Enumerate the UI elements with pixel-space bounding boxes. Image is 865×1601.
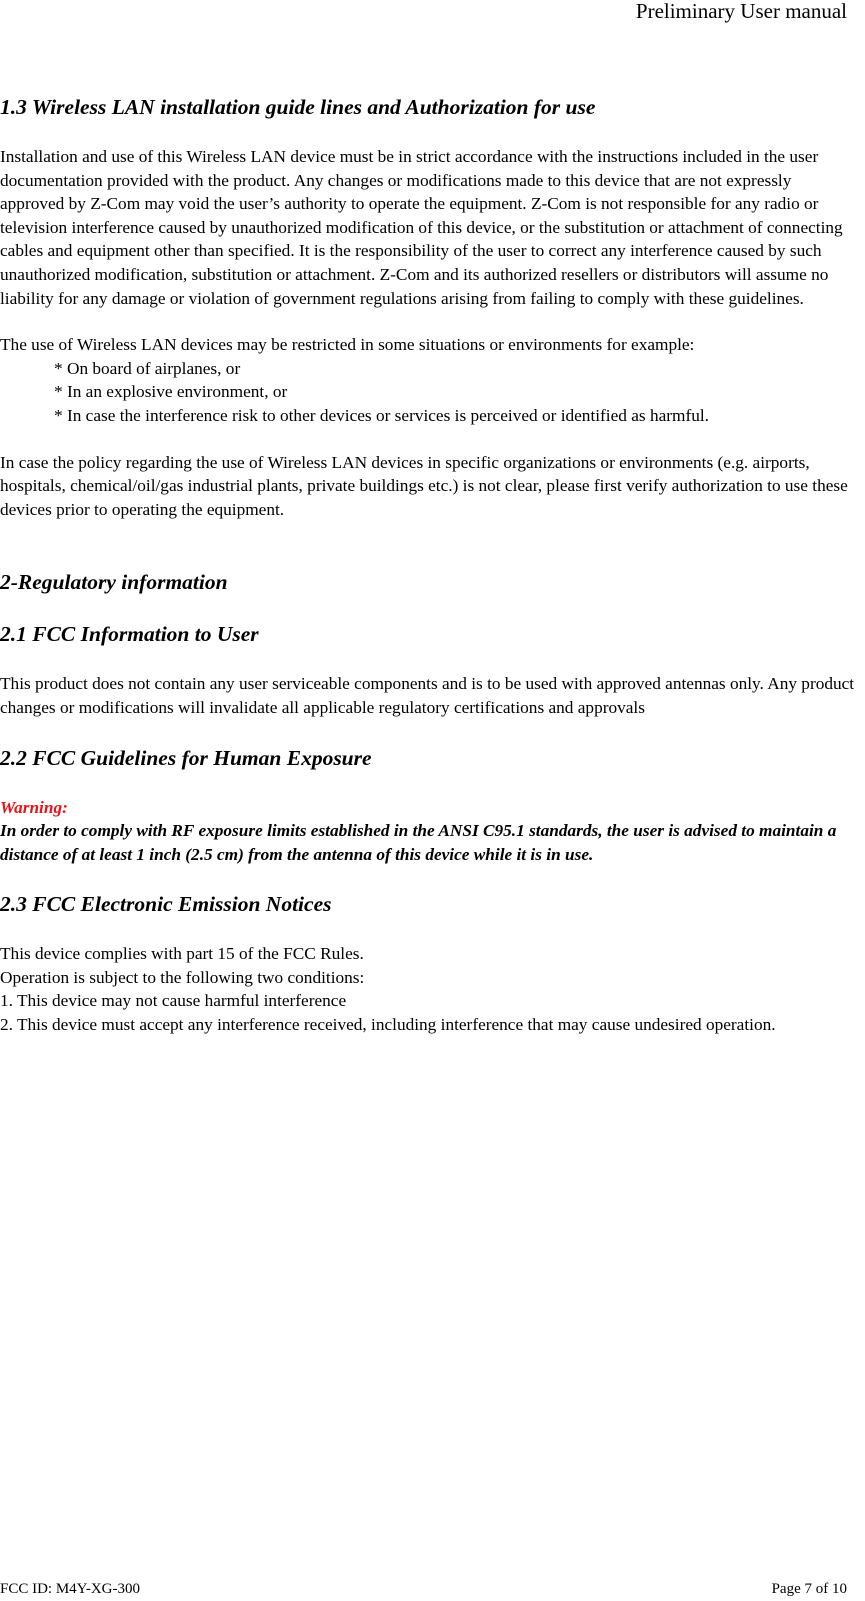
paragraph-installation: Installation and use of this Wireless LAN device must be in strict accordance with the instructions included in the user documentation provided with the product. Any changes or modifications made to this device that are not expressly approved by Z-Com may void the user’s authority to operate the equipment. Z-Com is not responsible for any radio or television interference caused by unauthorized modification of this device, or the substitution or attachment of connecting cables and equipment other than specified. It is the responsibility of the user to correct any interference caused by such unauthorized modification, substitution or attachment. Z-Com and its authorized resellers or distributors will assume no liability for any damage or violation of government regulations arising from failing to comply with these guidelines. — [0, 147, 843, 308]
heading-section-2-1: 2.1 FCC Information to User — [0, 622, 259, 647]
warning-text: In order to comply with RF exposure limits established in the ANSI C95.1 standards, the user is advised to maintain a distance of at least 1 inch (2.5 cm) from the antenna of this device while it is in use. — [0, 821, 837, 864]
heading-section-1-3: 1.3 Wireless LAN installation guide lines and Authorization for use — [0, 95, 596, 119]
emission-line: 1. This device may not cause harmful interference — [0, 991, 347, 1011]
paragraph-policy: In case the policy regarding the use of Wireless LAN devices in specific organizations or environments (e.g. airports, hospitals, chemical/oil/gas industrial plants, private buildings etc.) is not clear, please first verify authorization to use these devices prior to operating the equipment. — [0, 452, 848, 519]
warning-title: Warning: — [0, 797, 68, 817]
page-header-title: Preliminary User manual — [635, 0, 847, 23]
bullet-item: * In an explosive environment, or — [54, 382, 288, 402]
paragraph-restrictions-intro: The use of Wireless LAN devices may be restricted in some situations or environments for example: — [0, 335, 695, 355]
bullet-item: * In case the interference risk to other devices or services is perceived or identified as harmful. — [54, 405, 709, 425]
emission-line: Operation is subject to the following two conditions: — [0, 967, 365, 987]
footer-fcc-id: FCC ID: M4Y-XG-300 — [0, 1581, 141, 1597]
heading-section-2: 2-Regulatory information — [0, 570, 228, 595]
heading-section-2-3: 2.3 FCC Electronic Emission Notices — [0, 892, 332, 917]
bullet-item: * On board of airplanes, or — [54, 358, 241, 378]
page-content — [0, 93, 855, 1037]
emission-line: 2. This device must accept any interference received, including interference that may cause undesired operation. — [0, 1015, 776, 1035]
heading-section-2-2: 2.2 FCC Guidelines for Human Exposure — [0, 745, 372, 770]
emission-line: This device complies with part 15 of the FCC Rules. — [0, 944, 364, 964]
footer-page-number: Page 7 of 10 — [771, 1581, 847, 1597]
paragraph-fcc-info: This product does not contain any user serviceable components and is to be used with approved antennas only. Any product changes or modifications will invalidate all applicable regulatory certifications and approvals — [0, 674, 855, 717]
